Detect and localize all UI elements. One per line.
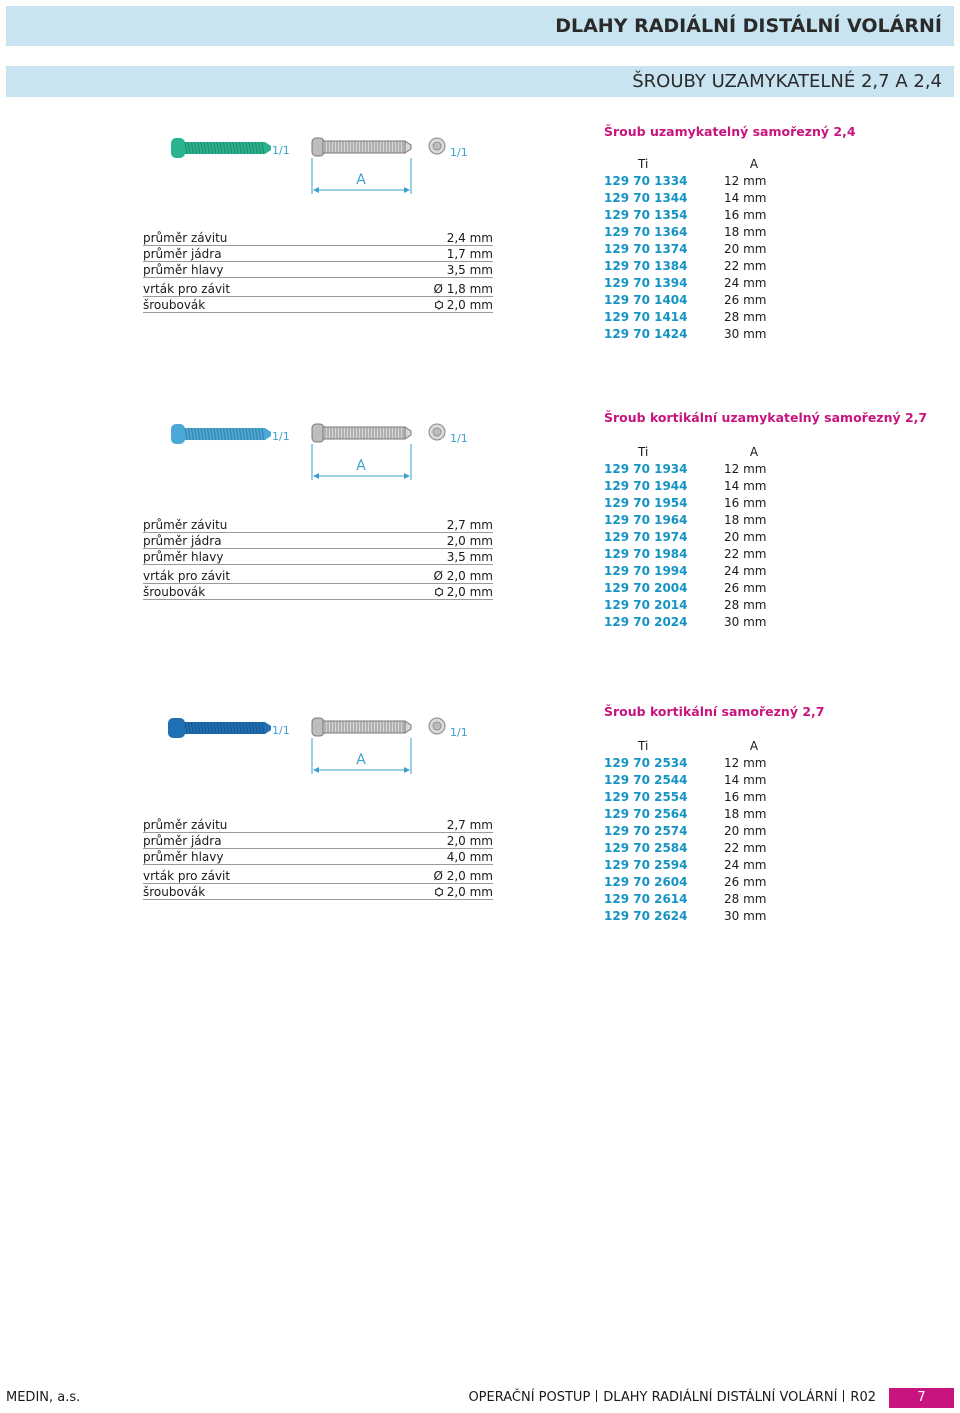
spec-row: [143, 834, 493, 849]
catalog-length: 24 mm: [724, 564, 767, 578]
catalog-length: 30 mm: [724, 327, 767, 341]
spec-label: šroubovák: [143, 298, 206, 312]
footer-company: MEDIN, a.s.: [6, 1390, 81, 1405]
hexalobe-socket-icon: [433, 428, 441, 436]
catalog-code: 129 70 1394: [604, 276, 688, 290]
spec-value-wrap: [447, 534, 493, 548]
spec-value-wrap: [434, 298, 493, 312]
catalog-code: 129 70 1404: [604, 293, 688, 307]
catalog-length: 16 mm: [724, 208, 767, 222]
catalog-code: 129 70 1424: [604, 327, 688, 341]
catalog-row: [604, 563, 784, 580]
catalog-length: 12 mm: [724, 462, 767, 476]
arrow-right-icon: [404, 473, 410, 479]
catalog-length: 16 mm: [724, 496, 767, 510]
catalog-code: 129 70 2554: [604, 790, 688, 804]
spec-label: průměr jádra: [143, 534, 222, 548]
spec-label: šroubovák: [143, 885, 206, 899]
catalog-length: 30 mm: [724, 909, 767, 923]
scale-label: 1/1: [450, 146, 468, 159]
catalog-code: 129 70 2584: [604, 841, 688, 855]
spec-value-wrap: [447, 818, 493, 832]
catalog-length: 18 mm: [724, 807, 767, 821]
spec-row: [143, 885, 493, 900]
spec-value-wrap: [447, 550, 493, 564]
spec-label: průměr hlavy: [143, 550, 224, 564]
catalog-code: 129 70 2014: [604, 598, 688, 612]
catalog-row: [604, 326, 784, 343]
footer-revision: R02: [850, 1390, 876, 1405]
hexalobe-icon: [434, 887, 444, 897]
screw-head-drawing: [312, 424, 324, 442]
catalog-row: [604, 806, 784, 823]
spec-label: průměr závitu: [143, 518, 228, 532]
spec-value: 2,4 mm: [446, 231, 493, 245]
catalog-row: [604, 546, 784, 563]
spec-label: průměr závitu: [143, 231, 228, 245]
product-title: Šroub kortikální samořezný 2,7: [604, 704, 825, 719]
hexalobe-socket-icon: [433, 142, 441, 150]
hexalobe-icon: [434, 587, 444, 597]
catalog-length: 22 mm: [724, 841, 767, 855]
catalog-row: [604, 512, 784, 529]
catalog-length: 12 mm: [724, 174, 767, 188]
catalog-row: [604, 789, 784, 806]
catalog-length: 16 mm: [724, 790, 767, 804]
page-footer: [0, 1388, 960, 1408]
page-title: DLAHY RADIÁLNÍ DISTÁLNÍ VOLÁRNÍ: [555, 15, 942, 37]
catalog-row: [604, 857, 784, 874]
spec-row: [143, 263, 493, 278]
page-number: 7: [889, 1388, 954, 1408]
spec-label: průměr hlavy: [143, 263, 224, 277]
screw-tip-drawing: [405, 721, 411, 733]
footer-separator: [596, 1390, 597, 1402]
catalog-row: [604, 224, 784, 241]
catalog-row: [604, 840, 784, 857]
spec-value-wrap: [433, 869, 493, 883]
catalog-row: [604, 258, 784, 275]
catalog-row: [604, 529, 784, 546]
spec-row: [143, 518, 493, 533]
catalog-code: 129 70 1954: [604, 496, 688, 510]
catalog-row: [604, 823, 784, 840]
spec-value: 4,0 mm: [446, 850, 493, 864]
screw-drawing-3: [165, 704, 495, 774]
screw-tip-drawing: [405, 427, 411, 439]
catalog-table: [604, 156, 784, 343]
spec-value: 1,7 mm: [446, 247, 493, 261]
catalog-code: 129 70 1994: [604, 564, 688, 578]
screw-head-drawing: [312, 718, 324, 736]
catalog-code: 129 70 1984: [604, 547, 688, 561]
catalog-code: 129 70 2024: [604, 615, 688, 629]
catalog-row: [604, 755, 784, 772]
header-subtitle-band: [6, 66, 954, 97]
spec-label: vrták pro závit: [143, 869, 231, 883]
col-length: A: [749, 739, 759, 753]
arrow-right-icon: [404, 767, 410, 773]
catalog-header: [604, 738, 784, 755]
catalog-length: 18 mm: [724, 225, 767, 239]
footer-doc-title: DLAHY RADIÁLNÍ DISTÁLNÍ VOLÁRNÍ: [603, 1390, 838, 1405]
catalog-length: 24 mm: [724, 276, 767, 290]
catalog-code: 129 70 1374: [604, 242, 688, 256]
spec-label: vrták pro závit: [143, 569, 231, 583]
spec-value-wrap: [447, 263, 493, 277]
footer-doc-info: [468, 1390, 876, 1405]
scale-label: 1/1: [272, 144, 290, 157]
col-length: A: [749, 157, 759, 171]
screw-section-3: [0, 704, 960, 954]
spec-list: [143, 818, 493, 901]
catalog-length: 30 mm: [724, 615, 767, 629]
catalog-length: 18 mm: [724, 513, 767, 527]
catalog-code: 129 70 2624: [604, 909, 688, 923]
catalog-length: 20 mm: [724, 824, 767, 838]
product-title: Šroub uzamykatelný samořezný 2,4: [604, 124, 856, 139]
screw-drawing-2: [165, 410, 495, 480]
catalog-row: [604, 891, 784, 908]
catalog-table: [604, 738, 784, 925]
screw-section-1: [0, 124, 960, 374]
screw-head-colored: [171, 138, 185, 158]
catalog-row: [604, 241, 784, 258]
catalog-code: 129 70 1384: [604, 259, 688, 273]
catalog-length: 24 mm: [724, 858, 767, 872]
spec-label: průměr hlavy: [143, 850, 224, 864]
dimension-label: A: [356, 752, 366, 768]
col-length: A: [749, 445, 759, 459]
spec-value-wrap: [434, 585, 493, 599]
catalog-code: 129 70 1364: [604, 225, 688, 239]
catalog-length: 28 mm: [724, 598, 767, 612]
scale-label: 1/1: [272, 430, 290, 443]
scale-label: 1/1: [272, 724, 290, 737]
spec-value-wrap: [433, 282, 493, 296]
spec-value: 2,7 mm: [446, 518, 493, 532]
catalog-row: [604, 772, 784, 789]
catalog-code: 129 70 1344: [604, 191, 688, 205]
catalog-code: 129 70 1354: [604, 208, 688, 222]
catalog-header: [604, 444, 784, 461]
spec-value: 2,0 mm: [446, 834, 493, 848]
catalog-row: [604, 190, 784, 207]
catalog-length: 28 mm: [724, 310, 767, 324]
spec-value-wrap: [447, 834, 493, 848]
col-material: Ti: [638, 445, 649, 459]
screw-tip-colored: [265, 428, 271, 440]
spec-row: [143, 534, 493, 549]
spec-value: 2,0 mm: [446, 534, 493, 548]
screw-tip-drawing: [405, 141, 411, 153]
catalog-code: 129 70 2574: [604, 824, 688, 838]
catalog-row: [604, 207, 784, 224]
dimension-label: A: [356, 458, 366, 474]
spec-row: [143, 298, 493, 313]
spec-row: [143, 850, 493, 865]
catalog-length: 20 mm: [724, 242, 767, 256]
screw-drawing-1: [165, 124, 495, 194]
footer-doc-type: OPERAČNÍ POSTUP: [468, 1390, 591, 1405]
spec-value-wrap: [447, 850, 493, 864]
screw-tip-colored: [265, 142, 271, 154]
hexalobe-icon: [434, 300, 444, 310]
spec-value: 2,0 mm: [446, 298, 493, 312]
catalog-length: 20 mm: [724, 530, 767, 544]
spec-value: 3,5 mm: [446, 263, 493, 277]
catalog-row: [604, 908, 784, 925]
spec-value: 2,7 mm: [446, 818, 493, 832]
spec-value-wrap: [434, 885, 493, 899]
spec-label: vrták pro závit: [143, 282, 231, 296]
scale-label: 1/1: [450, 726, 468, 739]
catalog-row: [604, 173, 784, 190]
arrow-left-icon: [313, 767, 319, 773]
catalog-length: 14 mm: [724, 191, 767, 205]
catalog-length: 26 mm: [724, 293, 767, 307]
spec-value: Ø 2,0 mm: [433, 869, 493, 883]
spec-value-wrap: [433, 569, 493, 583]
spec-label: průměr jádra: [143, 834, 222, 848]
spec-value: Ø 2,0 mm: [433, 569, 493, 583]
spec-label: šroubovák: [143, 585, 206, 599]
spec-label: průměr závitu: [143, 818, 228, 832]
hexalobe-socket-icon: [433, 722, 441, 730]
catalog-length: 12 mm: [724, 756, 767, 770]
scale-label: 1/1: [450, 432, 468, 445]
catalog-row: [604, 597, 784, 614]
spec-value: 2,0 mm: [446, 585, 493, 599]
catalog-length: 22 mm: [724, 259, 767, 273]
catalog-row: [604, 309, 784, 326]
catalog-length: 22 mm: [724, 547, 767, 561]
catalog-row: [604, 874, 784, 891]
catalog-row: [604, 292, 784, 309]
spec-value: 3,5 mm: [446, 550, 493, 564]
spec-value-wrap: [447, 518, 493, 532]
catalog-length: 14 mm: [724, 479, 767, 493]
spec-row: [143, 231, 493, 246]
screw-section-2: [0, 410, 960, 660]
spec-row: [143, 247, 493, 262]
spec-row: [143, 585, 493, 600]
screw-head-drawing: [312, 138, 324, 156]
spec-list: [143, 518, 493, 601]
col-material: Ti: [638, 739, 649, 753]
catalog-row: [604, 495, 784, 512]
dimension-label: A: [356, 172, 366, 188]
catalog-code: 129 70 1334: [604, 174, 688, 188]
product-title: Šroub kortikální uzamykatelný samořezný 2,7: [604, 410, 928, 425]
screw-tip-colored: [265, 722, 271, 734]
catalog-code: 129 70 2614: [604, 892, 688, 906]
screw-head-colored: [168, 718, 185, 738]
catalog-row: [604, 478, 784, 495]
catalog-length: 28 mm: [724, 892, 767, 906]
footer-separator: [843, 1390, 844, 1402]
col-material: Ti: [638, 157, 649, 171]
catalog-code: 129 70 1964: [604, 513, 688, 527]
catalog-length: 26 mm: [724, 875, 767, 889]
catalog-code: 129 70 2604: [604, 875, 688, 889]
catalog-code: 129 70 1934: [604, 462, 688, 476]
catalog-header: [604, 156, 784, 173]
catalog-code: 129 70 1414: [604, 310, 688, 324]
arrow-left-icon: [313, 187, 319, 193]
catalog-row: [604, 580, 784, 597]
spec-row: [143, 550, 493, 565]
catalog-code: 129 70 1974: [604, 530, 688, 544]
spec-row: [143, 569, 493, 584]
catalog-row: [604, 461, 784, 478]
spec-value-wrap: [447, 247, 493, 261]
catalog-row: [604, 614, 784, 631]
catalog-length: 14 mm: [724, 773, 767, 787]
catalog-code: 129 70 2594: [604, 858, 688, 872]
spec-value-wrap: [447, 231, 493, 245]
catalog-code: 129 70 2544: [604, 773, 688, 787]
spec-row: [143, 282, 493, 297]
spec-value: Ø 1,8 mm: [433, 282, 493, 296]
header-title-band: [6, 6, 954, 46]
spec-label: průměr jádra: [143, 247, 222, 261]
arrow-left-icon: [313, 473, 319, 479]
screw-head-colored: [171, 424, 185, 444]
catalog-code: 129 70 2564: [604, 807, 688, 821]
catalog-table: [604, 444, 784, 631]
catalog-length: 26 mm: [724, 581, 767, 595]
spec-value: 2,0 mm: [446, 885, 493, 899]
spec-row: [143, 869, 493, 884]
catalog-code: 129 70 2534: [604, 756, 688, 770]
spec-row: [143, 818, 493, 833]
catalog-code: 129 70 1944: [604, 479, 688, 493]
catalog-code: 129 70 2004: [604, 581, 688, 595]
catalog-row: [604, 275, 784, 292]
page-subtitle: ŠROUBY UZAMYKATELNÉ 2,7 A 2,4: [632, 71, 942, 92]
spec-list: [143, 231, 493, 314]
arrow-right-icon: [404, 187, 410, 193]
